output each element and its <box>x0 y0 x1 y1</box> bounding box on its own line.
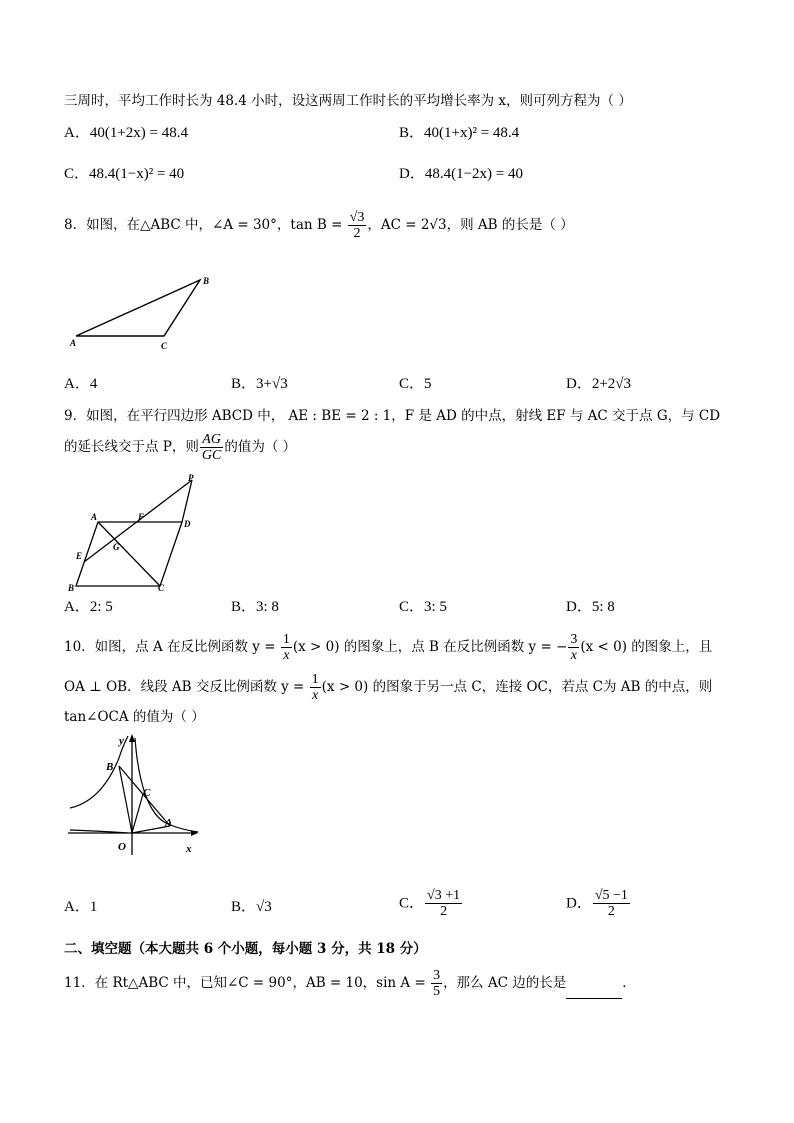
option-label: A． <box>64 376 90 392</box>
fraction-numerator: √5 −1 <box>594 888 628 903</box>
q8-option-a <box>64 375 97 393</box>
q10-option-c <box>399 888 463 919</box>
option-expr: 48.4(1−x)² = 40 <box>89 166 185 182</box>
q11-stem-end: ． <box>622 975 636 991</box>
fraction-numerator: AG <box>200 432 223 448</box>
q10-stem-part: (x > 0) 的图象于另一点 C，连接 OC，若点 C为 AB 的中点，则 <box>321 679 713 695</box>
option-expr: √3 <box>256 899 272 915</box>
option-label: A． <box>64 899 90 915</box>
q10-stem-line2 <box>64 672 712 703</box>
fraction-numerator: 3 <box>433 968 441 983</box>
option-label: C． <box>64 166 90 182</box>
q9-stem-line2 <box>64 432 296 463</box>
q11-stem-start: 11．在 Rt△ABC 中，已知∠C = 90°，AB = 10，sin A = <box>64 975 431 991</box>
q9-option-d <box>566 598 615 616</box>
vertex-label-c: C <box>161 341 168 351</box>
segment-oc <box>132 794 143 833</box>
fraction-denominator: x <box>570 648 577 663</box>
q9-parallelogram-figure <box>64 470 214 595</box>
point-label-b: B <box>68 583 75 593</box>
q9-stem-end: 的值为（ ） <box>224 439 297 455</box>
vertex-label-a: A <box>70 338 77 348</box>
point-label-c: C <box>143 787 151 799</box>
q10-function-figure <box>64 730 204 865</box>
fraction-numerator: 1 <box>311 672 319 687</box>
q8-stem-start: 8．如图，在△ABC 中，∠A = 30°，tan B = <box>64 217 347 233</box>
q8-tan-fraction <box>348 210 367 241</box>
q10-fraction-1 <box>281 632 292 663</box>
fraction-denominator: 2 <box>607 904 615 919</box>
fraction-numerator: 3 <box>570 632 578 647</box>
option-label: B． <box>231 376 257 392</box>
q10-stem-line3: tan∠OCA 的值为（ ） <box>64 709 205 725</box>
point-label-f: F <box>138 512 145 522</box>
point-label-b: B <box>106 761 114 773</box>
axis-label-x: x <box>186 843 192 855</box>
section-title: 二、填空题（本大题共 6 个小题，每小题 3 分，共 18 分） <box>64 941 427 957</box>
option-label: B． <box>231 599 257 615</box>
q11-stem <box>64 968 636 999</box>
option-label: C． <box>399 599 425 615</box>
q10-stem-line1 <box>64 632 712 663</box>
option-expr: 2+2√3 <box>591 376 632 392</box>
option-expr: 1 <box>89 899 98 915</box>
q10-option-a <box>64 898 97 916</box>
option-expr: 40(1+x)² = 48.4 <box>424 125 520 141</box>
fraction-denominator: 2 <box>440 904 448 919</box>
q8-stem <box>64 210 574 241</box>
option-label: D． <box>566 895 592 912</box>
q7-option-c <box>64 165 184 183</box>
q11-sin-fraction <box>431 968 442 999</box>
option-expr: 3: 5 <box>424 599 447 615</box>
q7-option-d <box>399 165 523 183</box>
q8-option-d <box>566 375 631 393</box>
q8-option-c <box>399 375 432 393</box>
option-expr: 2: 5 <box>89 599 113 615</box>
q9-option-c <box>399 598 447 616</box>
answer-blank[interactable] <box>566 984 622 999</box>
fraction-denominator: 5 <box>433 984 441 999</box>
q9-stem-start: 的延长线交于点 P，则 <box>64 439 199 455</box>
q10-stem-part: (x > 0) 的图象上，点 B 在反比例函数 y = − <box>292 639 568 655</box>
option-label: A． <box>64 599 90 615</box>
point-label-d: D <box>184 519 191 529</box>
q7-stem: 三周时，平均工作时长为 48.4 小时，设这两周工作时长的平均增长率为 x，则可列方程为（ ） <box>64 93 632 109</box>
fraction-numerator: √3 +1 <box>427 888 461 903</box>
point-label-g: G <box>113 542 120 552</box>
q7-option-b <box>399 124 519 142</box>
q7-option-a <box>64 124 188 142</box>
option-expr: 5 <box>424 376 432 392</box>
option-expr: 40(1+2x) = 48.4 <box>89 125 189 141</box>
y-axis-arrow <box>129 734 135 742</box>
point-label-e: E <box>76 551 83 561</box>
option-label: A． <box>64 125 90 141</box>
point-label-c: C <box>158 583 165 593</box>
option-expr: 5: 8 <box>591 599 615 615</box>
q10-stem-part: OA ⊥ OB．线段 AB 交反比例函数 y = <box>64 679 309 695</box>
option-fraction <box>425 888 462 919</box>
point-label-o: O <box>118 841 126 853</box>
option-label: B． <box>231 899 257 915</box>
point-label-p: P <box>188 473 194 483</box>
q10-option-b <box>231 898 272 916</box>
option-label: C． <box>399 895 425 912</box>
segment-ob <box>119 766 132 833</box>
option-expr: 4 <box>89 376 98 392</box>
option-fraction <box>593 888 630 919</box>
triangle-sides <box>76 280 200 336</box>
fraction-denominator: x <box>312 688 319 703</box>
point-label-a: A <box>91 512 98 522</box>
fraction-numerator: 1 <box>282 632 290 647</box>
q9-option-a <box>64 598 113 616</box>
point-label-a: A <box>165 817 173 829</box>
q10-stem-part: 10．如图，点 A 在反比例函数 y = <box>64 639 280 655</box>
q9-ratio-fraction <box>200 432 223 463</box>
q10-option-d <box>566 888 631 919</box>
q10-fraction-3 <box>310 672 321 703</box>
option-expr: 48.4(1−2x) = 40 <box>424 166 524 182</box>
option-label: D． <box>566 599 592 615</box>
q10-stem-part: (x < 0) 的图象上，且 <box>580 639 713 655</box>
q11-stem-middle: ，那么 AC 边的长是 <box>443 975 567 991</box>
axis-label-y: y <box>119 735 124 747</box>
option-label: B． <box>399 125 425 141</box>
option-expr: 3: 8 <box>256 599 279 615</box>
diagonal-ac <box>98 522 160 586</box>
option-expr: 3+√3 <box>256 376 288 392</box>
option-label: D． <box>399 166 425 182</box>
fraction-numerator: √3 <box>349 210 365 225</box>
vertex-label-b: B <box>203 276 210 286</box>
fraction-denominator: 2 <box>353 226 361 241</box>
fraction-denominator: GC <box>201 448 222 463</box>
fraction-denominator: x <box>283 648 290 663</box>
q10-fraction-2 <box>568 632 579 663</box>
q8-stem-end: ，AC = 2√3，则 AB 的长是（ ） <box>367 217 574 233</box>
q8-option-b <box>231 375 288 393</box>
q9-stem-line1: 9．如图，在平行四边形 ABCD 中， AE : BE = 2 : 1，F 是 AD 的中点，射线 EF 与 AC 交于点 G，与 CD <box>64 408 721 424</box>
option-label: C． <box>399 376 425 392</box>
option-label: D． <box>566 376 592 392</box>
q9-option-b <box>231 598 279 616</box>
q8-triangle-figure <box>64 272 214 352</box>
